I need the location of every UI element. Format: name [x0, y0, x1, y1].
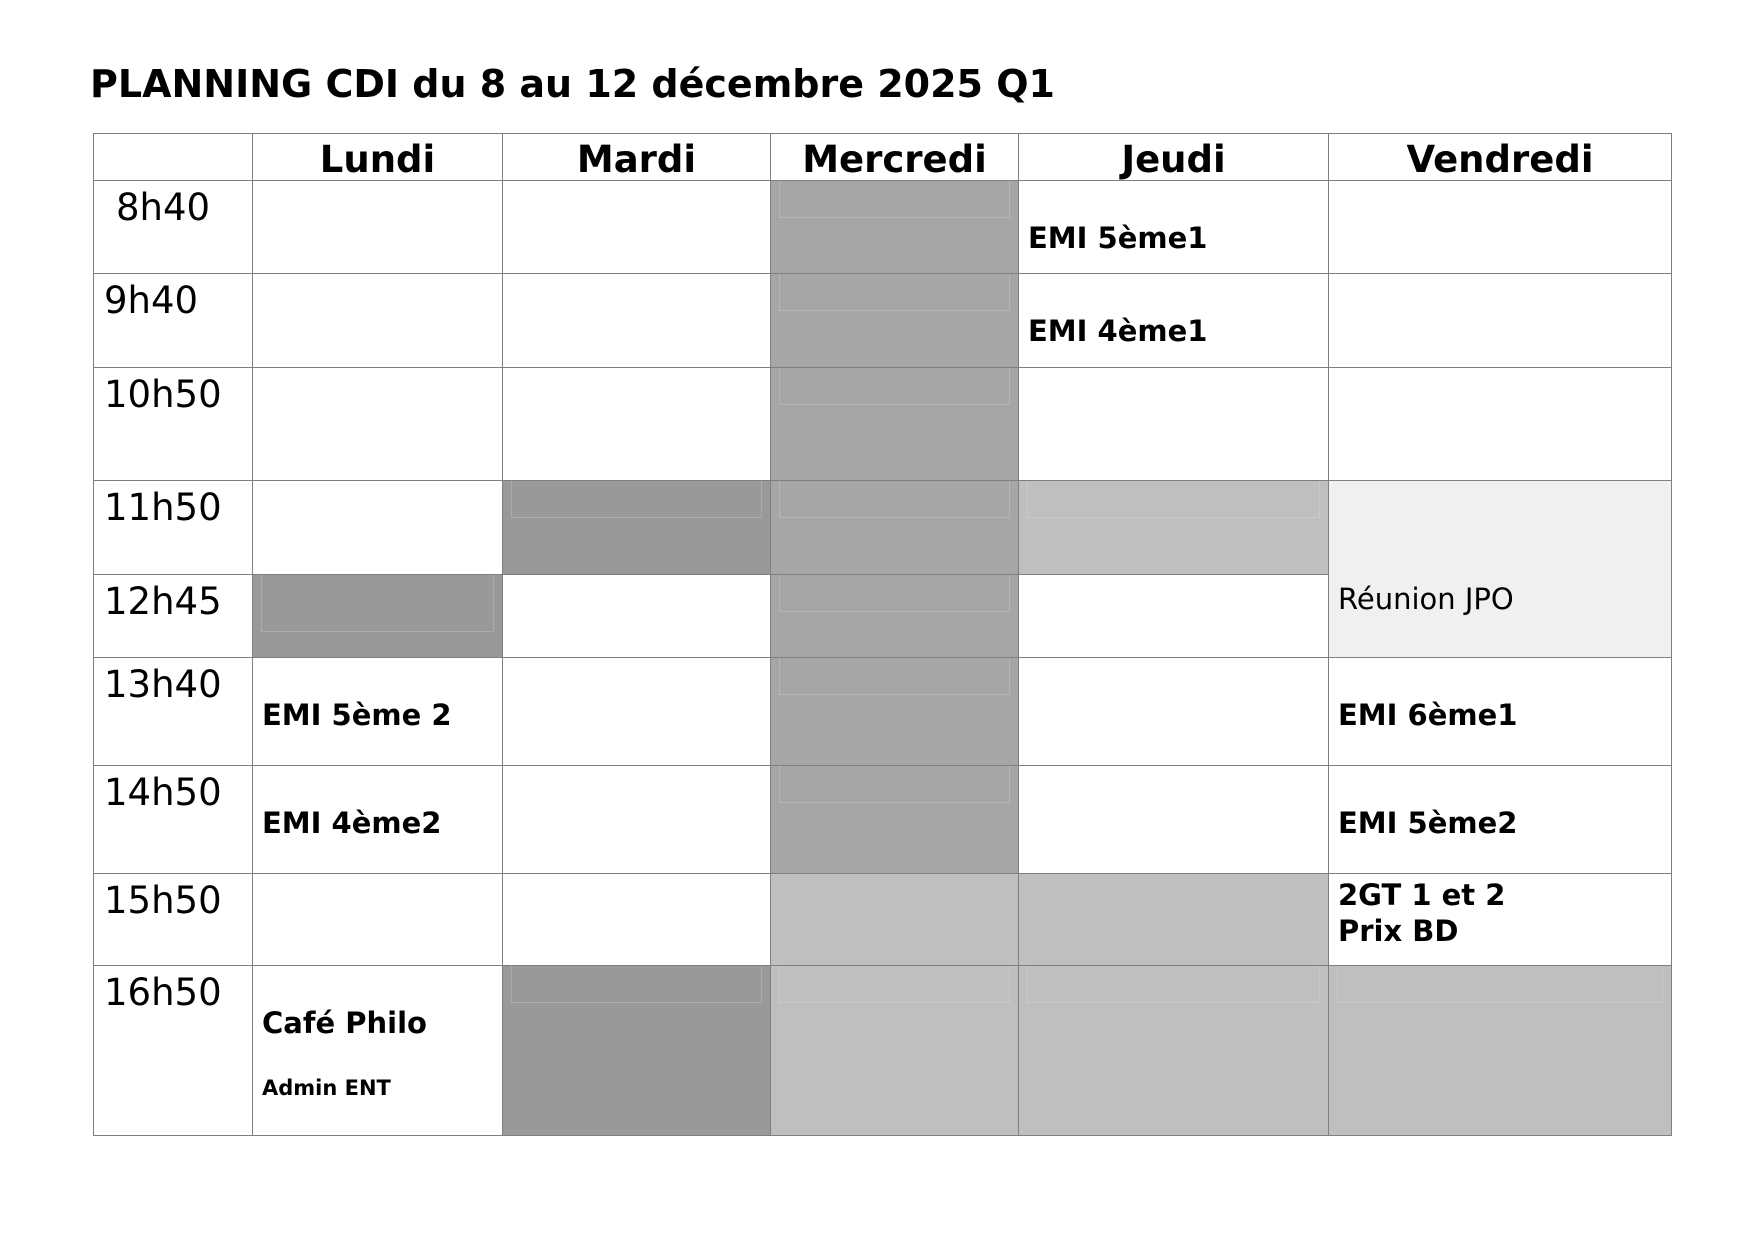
- slot-lundi: [253, 368, 503, 481]
- slot-vendredi: [1329, 874, 1672, 966]
- event-label: Réunion JPO: [1338, 582, 1514, 616]
- event-label: Café Philo: [262, 1006, 427, 1040]
- page-title: PLANNING CDI du 8 au 12 décembre 2025 Q1: [90, 62, 1055, 106]
- slot-mardi: [503, 274, 771, 368]
- slot-jeudi: [1019, 181, 1329, 274]
- slot-jeudi: [1019, 481, 1329, 575]
- slot-mardi: [503, 481, 771, 575]
- event-label: EMI 5ème 2: [262, 698, 452, 732]
- slot-mercredi: [771, 575, 1019, 658]
- slot-mercredi: [771, 766, 1019, 874]
- slot-mardi: [503, 874, 771, 966]
- day-header-mercredi: Mercredi: [771, 134, 1019, 181]
- day-header-lundi: Lundi: [253, 134, 503, 181]
- slot-mercredi: [771, 966, 1019, 1136]
- time-label: 10h50: [94, 368, 253, 481]
- event-label: EMI 4ème2: [262, 806, 442, 840]
- header-row: [94, 134, 1672, 181]
- slot-lundi: [253, 658, 503, 766]
- slot-lundi: [253, 181, 503, 274]
- schedule-row-14h50: [94, 766, 1672, 874]
- time-label: 13h40: [94, 658, 253, 766]
- slot-jeudi: [1019, 874, 1329, 966]
- slot-mardi: [503, 181, 771, 274]
- day-header-vendredi: Vendredi: [1329, 134, 1672, 181]
- slot-vendredi: [1329, 181, 1672, 274]
- slot-vendredi: [1329, 274, 1672, 368]
- day-header-mardi: Mardi: [503, 134, 771, 181]
- slot-jeudi: [1019, 966, 1329, 1136]
- event-sublabel: Admin ENT: [262, 1076, 391, 1100]
- slot-vendredi: [1329, 966, 1672, 1136]
- slot-lundi: [253, 966, 503, 1136]
- time-label: 14h50: [94, 766, 253, 874]
- time-label: 9h40: [94, 274, 253, 368]
- slot-vendredi: [1329, 658, 1672, 766]
- slot-mercredi: [771, 658, 1019, 766]
- slot-jeudi: [1019, 766, 1329, 874]
- event-label: EMI 6ème1: [1338, 698, 1518, 732]
- schedule-row-8h40: [94, 181, 1672, 274]
- slot-vendredi: [1329, 368, 1672, 481]
- time-label: 8h40: [94, 181, 253, 274]
- schedule-row-13h40: [94, 658, 1672, 766]
- event-label: EMI 5ème1: [1028, 221, 1208, 255]
- event-label: Prix BD: [1338, 914, 1459, 948]
- slot-lundi: [253, 575, 503, 658]
- slot-mercredi: [771, 874, 1019, 966]
- slot-mercredi: [771, 274, 1019, 368]
- time-label: 16h50: [94, 966, 253, 1136]
- corner-cell: [94, 134, 253, 181]
- slot-jeudi: [1019, 368, 1329, 481]
- slot-jeudi: [1019, 658, 1329, 766]
- slot-vendredi-meeting: [1329, 481, 1672, 658]
- slot-lundi: [253, 766, 503, 874]
- event-label: EMI 5ème2: [1338, 806, 1518, 840]
- slot-lundi: [253, 481, 503, 575]
- schedule-row-15h50: [94, 874, 1672, 966]
- schedule-row-16h50: [94, 966, 1672, 1136]
- slot-jeudi: [1019, 575, 1329, 658]
- schedule-row-10h50: [94, 368, 1672, 481]
- schedule-row-9h40: [94, 274, 1672, 368]
- schedule-row-11h50: [94, 481, 1672, 575]
- day-header-jeudi: Jeudi: [1019, 134, 1329, 181]
- slot-mardi: [503, 966, 771, 1136]
- slot-mardi: [503, 368, 771, 481]
- slot-mercredi: [771, 481, 1019, 575]
- event-label: 2GT 1 et 2: [1338, 878, 1506, 912]
- slot-mardi: [503, 658, 771, 766]
- event-label: EMI 4ème1: [1028, 314, 1208, 348]
- slot-mercredi: [771, 181, 1019, 274]
- slot-jeudi: [1019, 274, 1329, 368]
- time-label: 15h50: [94, 874, 253, 966]
- planning-table: [93, 133, 1672, 1136]
- time-label: 11h50: [94, 481, 253, 575]
- slot-mercredi: [771, 368, 1019, 481]
- time-label: 12h45: [94, 575, 253, 658]
- slot-mardi: [503, 575, 771, 658]
- slot-lundi: [253, 274, 503, 368]
- slot-vendredi: [1329, 766, 1672, 874]
- slot-mardi: [503, 766, 771, 874]
- slot-lundi: [253, 874, 503, 966]
